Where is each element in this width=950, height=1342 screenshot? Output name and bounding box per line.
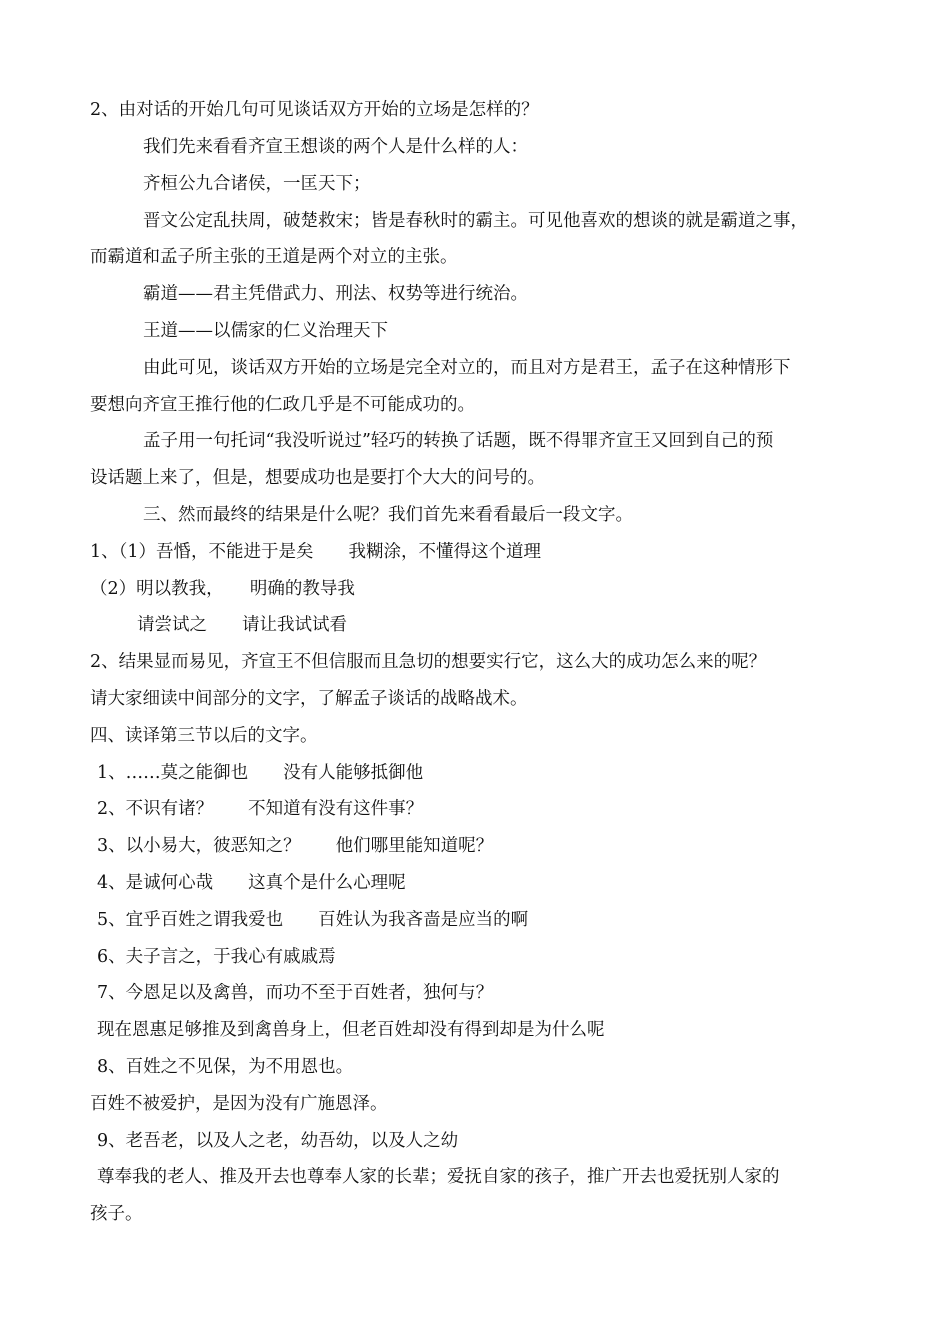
text-line: 现在恩惠足够推及到禽兽身上，但老百姓却没有得到却是为什么呢 [97,1020,605,1040]
text-line: 2、不识有诸？ 不知道有没有这件事？ [97,799,424,819]
text-line: 百姓不被爱护，是因为没有广施恩泽。 [90,1094,388,1114]
text-line: 霸道——君主凭借武力、刑法、权势等进行统治。 [143,284,528,304]
text-line: 2、结果显而易见，齐宣王不但信服而且急切的想要实行它，这么大的成功怎么来的呢？ [90,652,767,672]
text-line: 9、老吾老，以及人之老，幼吾幼，以及人之幼 [97,1131,459,1151]
text-line: 6、夫子言之，于我心有戚戚焉 [97,947,336,967]
text-line: 三、然而最终的结果是什么呢？我们首先来看看最后一段文字。 [143,505,633,525]
text-line: 我们先来看看齐宣王想谈的两个人是什么样的人： [143,137,528,157]
text-line: （2）明以教我， 明确的教导我 [90,579,355,599]
text-line: 2、由对话的开始几句可见谈话双方开始的立场是怎样的？ [90,100,539,120]
text-line: 孟子用一句托词“我没听说过”轻巧的转换了话题，既不得罪齐宣王又回到自己的预 [143,431,774,451]
text-line: 请尝试之 请让我试试看 [137,615,347,635]
text-line: 8、百姓之不见保，为不用恩也。 [97,1057,354,1077]
text-line: 要想向齐宣王推行他的仁政几乎是不可能成功的。 [90,395,475,415]
text-line: 孩子。 [90,1204,143,1224]
text-line: 1、（1）吾惛，不能进于是矣 我糊涂，不懂得这个道理 [90,542,542,562]
text-line: 1、……莫之能御也 没有人能够抵御他 [97,763,424,783]
text-line: 4、是诚何心哉 这真个是什么心理呢 [97,873,406,893]
text-line: 请大家细读中间部分的文字，了解孟子谈话的战略战术。 [90,689,528,709]
text-line: 设话题上来了，但是，想要成功也是要打个大大的问号的。 [90,468,545,488]
text-line: 晋文公定乱扶周，破楚救宋；皆是春秋时的霸主。可见他喜欢的想谈的就是霸道之事， [143,211,808,231]
text-line: 7、今恩足以及禽兽，而功不至于百姓者，独何与？ [97,983,494,1003]
text-line: 四、读译第三节以后的文字。 [90,726,318,746]
text-line: 由此可见，谈话双方开始的立场是完全对立的，而且对方是君王，孟子在这种情形下 [143,358,791,378]
text-line: 3、以小易大，彼恶知之？ 他们哪里能知道呢？ [97,836,494,856]
text-line: 而霸道和孟子所主张的王道是两个对立的主张。 [90,247,458,267]
text-line: 5、宜乎百姓之谓我爱也 百姓认为我吝啬是应当的啊 [97,910,529,930]
text-line: 王道——以儒家的仁义治理天下 [143,321,388,341]
text-line: 齐桓公九合诸侯，一匡天下； [143,174,371,194]
text-line: 尊奉我的老人、推及开去也尊奉人家的长辈；爱抚自家的孩子，推广开去也爱抚别人家的 [97,1167,780,1187]
